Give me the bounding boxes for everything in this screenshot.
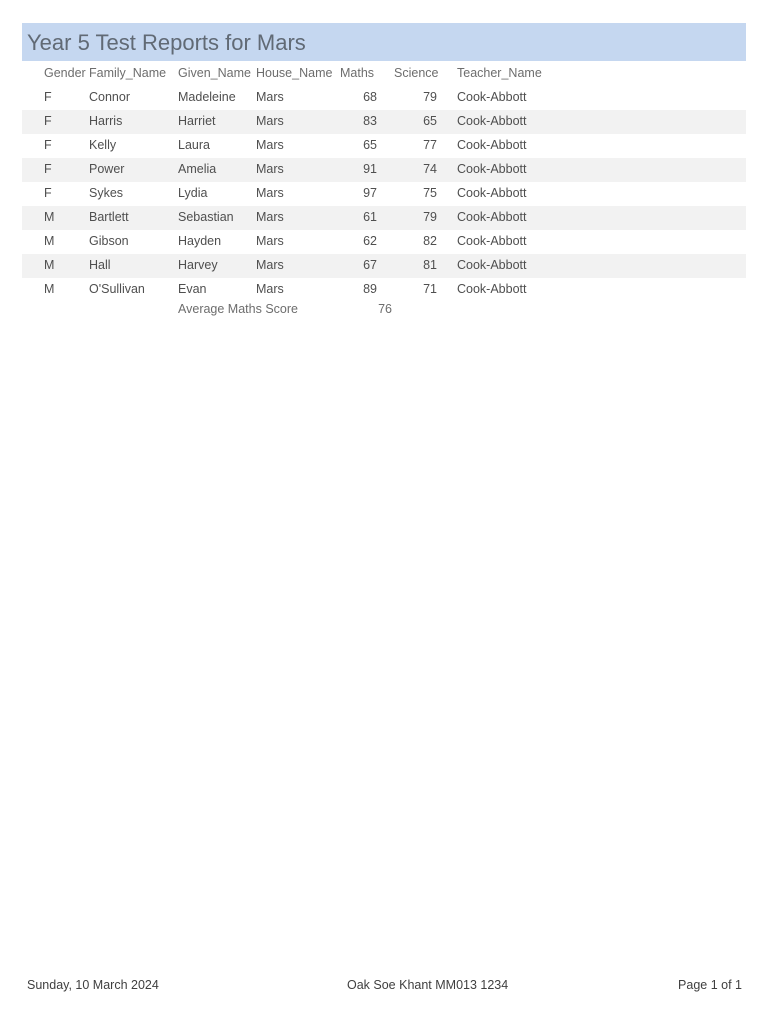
cell-maths: 89	[363, 282, 377, 296]
cell-maths: 68	[363, 90, 377, 104]
table-row	[22, 182, 746, 206]
cell-house-name: Mars	[256, 162, 284, 176]
cell-family-name: Connor	[89, 90, 130, 104]
cell-teacher-name: Cook-Abbott	[457, 186, 527, 200]
cell-teacher-name: Cook-Abbott	[457, 90, 527, 104]
table-row	[22, 254, 746, 278]
cell-science: 65	[423, 114, 437, 128]
cell-house-name: Mars	[256, 210, 284, 224]
cell-gender: M	[44, 234, 55, 248]
table-row	[22, 158, 746, 182]
cell-science: 79	[423, 210, 437, 224]
footer-date: Sunday, 10 March 2024	[27, 978, 159, 992]
cell-teacher-name: Cook-Abbott	[457, 210, 527, 224]
cell-gender: M	[44, 210, 55, 224]
cell-maths: 83	[363, 114, 377, 128]
cell-science: 71	[423, 282, 437, 296]
cell-teacher-name: Cook-Abbott	[457, 282, 527, 296]
cell-gender: F	[44, 186, 52, 200]
cell-given-name: Sebastian	[178, 210, 234, 224]
cell-house-name: Mars	[256, 234, 284, 248]
cell-teacher-name: Cook-Abbott	[457, 162, 527, 176]
table-row	[22, 134, 746, 158]
cell-family-name: O'Sullivan	[89, 282, 145, 296]
cell-maths: 65	[363, 138, 377, 152]
table-row	[22, 206, 746, 230]
cell-given-name: Harvey	[178, 258, 218, 272]
average-maths-label: Average Maths Score	[178, 302, 298, 316]
header-science: Science	[394, 66, 439, 80]
cell-given-name: Madeleine	[178, 90, 236, 104]
table-row	[22, 278, 746, 302]
footer-page-number: Page 1 of 1	[678, 978, 742, 992]
cell-maths: 67	[363, 258, 377, 272]
cell-given-name: Lydia	[178, 186, 208, 200]
cell-maths: 91	[363, 162, 377, 176]
table-row	[22, 86, 746, 110]
header-house-name: House_Name	[256, 66, 333, 80]
cell-maths: 61	[363, 210, 377, 224]
cell-family-name: Bartlett	[89, 210, 129, 224]
header-gender: Gender	[44, 66, 86, 80]
table-header	[22, 66, 746, 84]
summary-row	[22, 302, 746, 320]
cell-house-name: Mars	[256, 186, 284, 200]
cell-given-name: Evan	[178, 282, 207, 296]
cell-given-name: Harriet	[178, 114, 216, 128]
cell-gender: F	[44, 114, 52, 128]
cell-given-name: Hayden	[178, 234, 222, 248]
cell-house-name: Mars	[256, 114, 284, 128]
cell-teacher-name: Cook-Abbott	[457, 114, 527, 128]
cell-house-name: Mars	[256, 258, 284, 272]
report-title: Year 5 Test Reports for Mars	[27, 30, 306, 55]
cell-teacher-name: Cook-Abbott	[457, 258, 527, 272]
cell-house-name: Mars	[256, 138, 284, 152]
cell-science: 82	[423, 234, 437, 248]
cell-family-name: Harris	[89, 114, 123, 128]
footer-author: Oak Soe Khant MM013 1234	[347, 978, 509, 992]
cell-given-name: Amelia	[178, 162, 217, 176]
cell-house-name: Mars	[256, 90, 284, 104]
cell-family-name: Hall	[89, 258, 111, 272]
cell-house-name: Mars	[256, 282, 284, 296]
header-given-name: Given_Name	[178, 66, 251, 80]
cell-science: 79	[423, 90, 437, 104]
cell-gender: M	[44, 282, 55, 296]
cell-gender: F	[44, 162, 52, 176]
cell-gender: F	[44, 90, 52, 104]
table-row	[22, 230, 746, 254]
cell-family-name: Kelly	[89, 138, 117, 152]
header-teacher-name: Teacher_Name	[457, 66, 542, 80]
header-maths: Maths	[340, 66, 375, 80]
cell-science: 77	[423, 138, 437, 152]
average-maths-value: 76	[378, 302, 392, 316]
cell-maths: 97	[363, 186, 377, 200]
cell-science: 74	[423, 162, 437, 176]
cell-science: 75	[423, 186, 437, 200]
cell-gender: M	[44, 258, 55, 272]
cell-science: 81	[423, 258, 437, 272]
cell-teacher-name: Cook-Abbott	[457, 234, 527, 248]
header-family-name: Family_Name	[89, 66, 167, 80]
cell-given-name: Laura	[178, 138, 210, 152]
cell-family-name: Sykes	[89, 186, 124, 200]
report-title-band	[22, 23, 746, 61]
cell-maths: 62	[363, 234, 377, 248]
cell-gender: F	[44, 138, 52, 152]
cell-family-name: Power	[89, 162, 125, 176]
cell-family-name: Gibson	[89, 234, 129, 248]
cell-teacher-name: Cook-Abbott	[457, 138, 527, 152]
table-row	[22, 110, 746, 134]
